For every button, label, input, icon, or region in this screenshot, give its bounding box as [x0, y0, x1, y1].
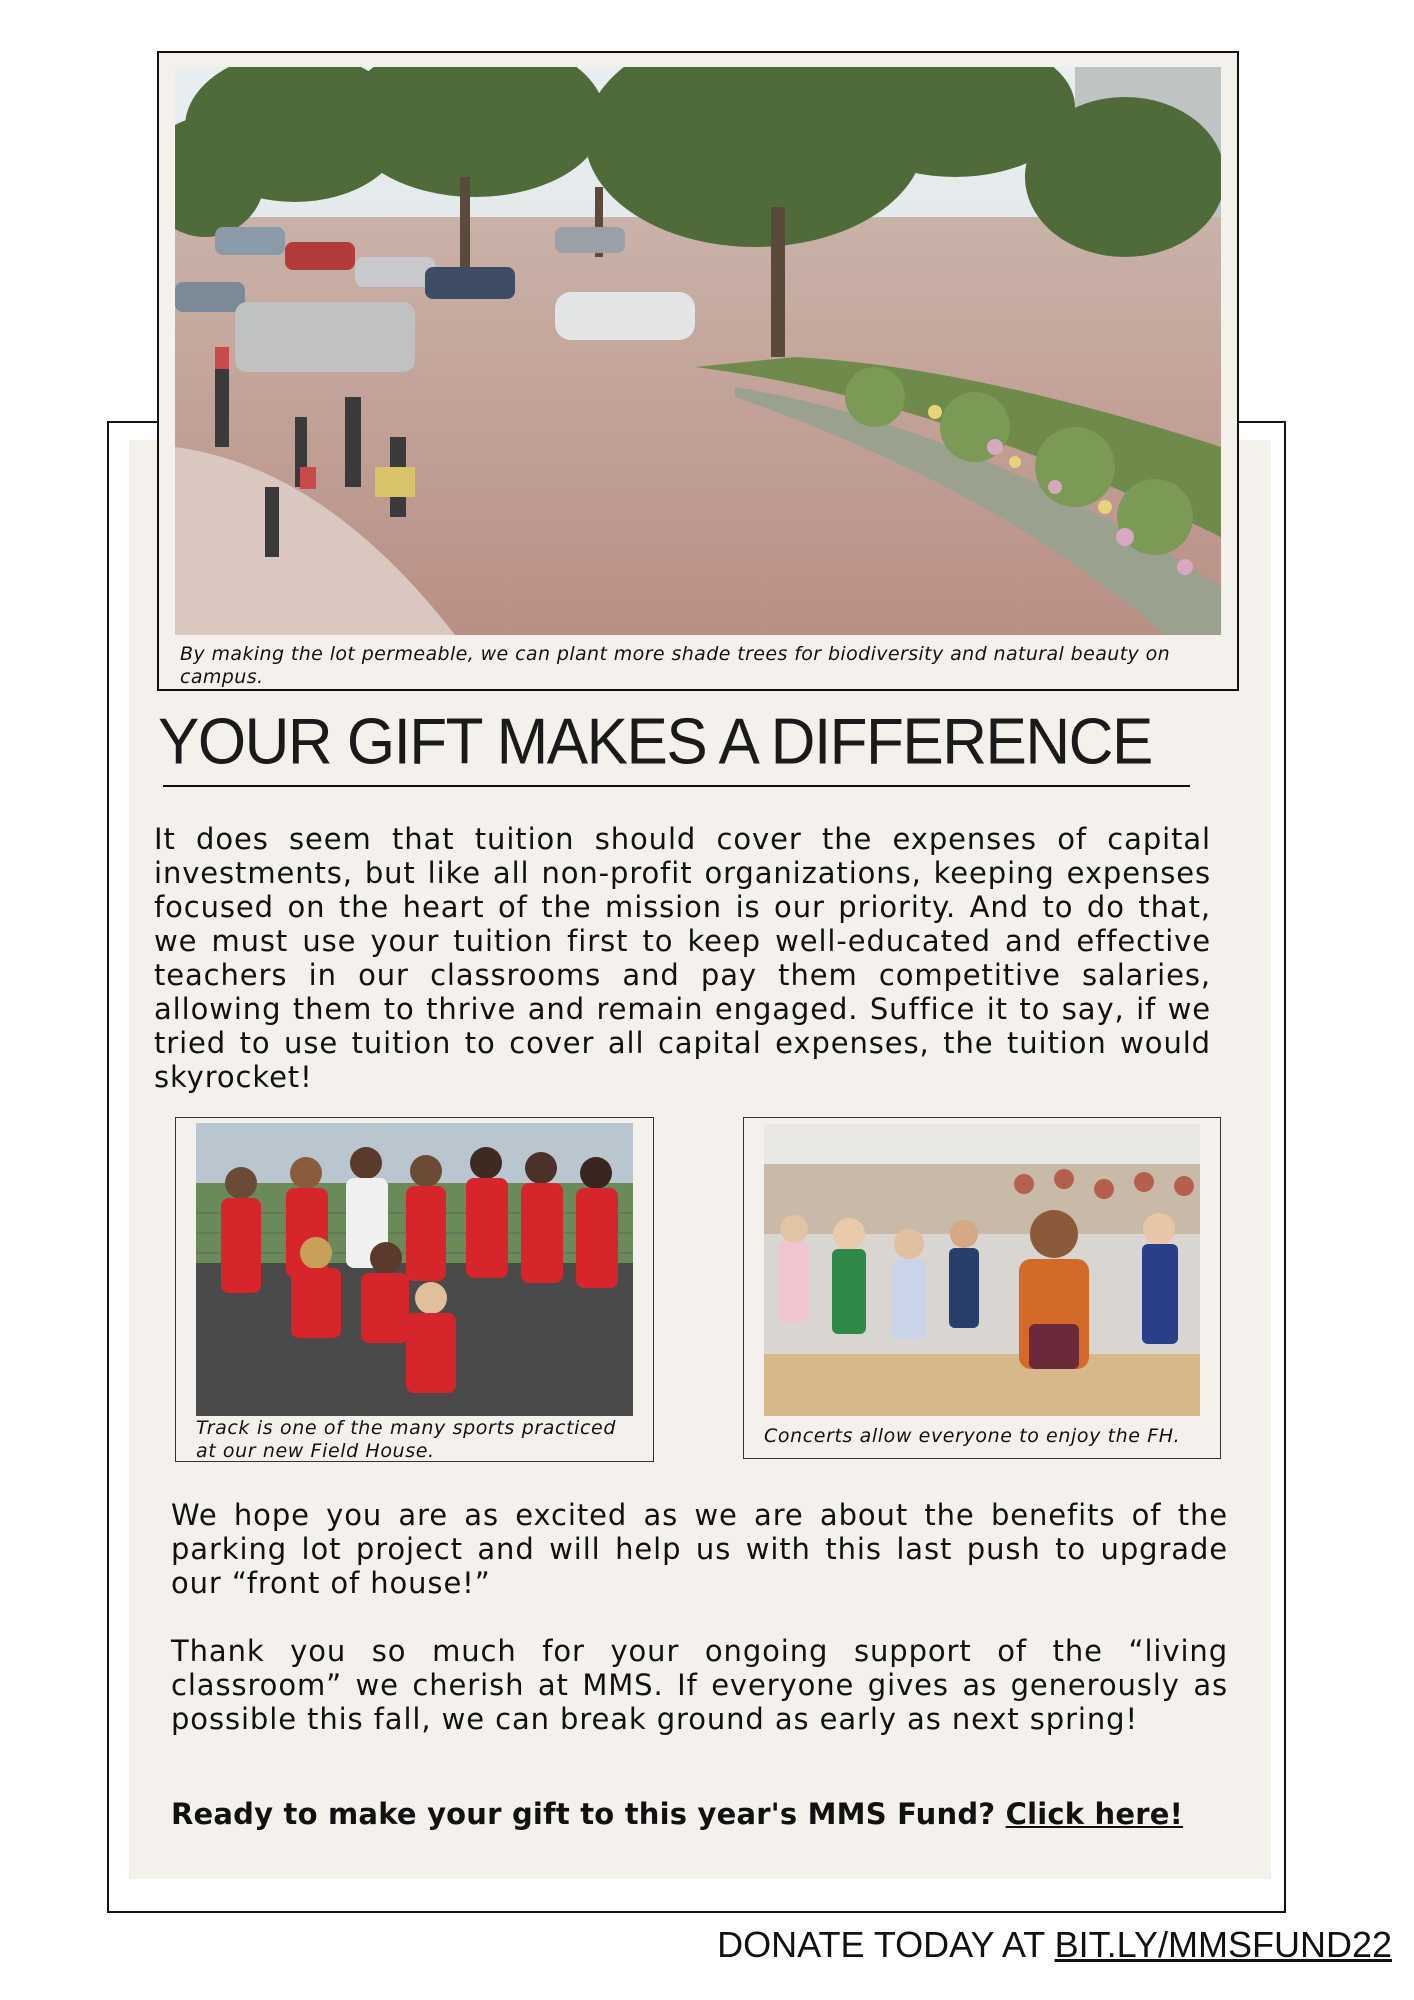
track-photo-caption: Track is one of the many sports practiced at our new Field House.	[196, 1417, 616, 1462]
intro-paragraph: It does seem that tuition should cover the expenses of capital investments, but like all non-profit organizations, keeping expenses focused on the heart of the mission is our priority. And to do that, we must use your tuition first to keep well-educated and effective teachers in our classrooms and pay them competitive salaries, allowing them to thrive and remain engaged. Suffice it to say, if we tried to use tuition to cover all capital expenses, the tuition would skyrocket!	[154, 822, 1211, 1094]
click-here-link[interactable]: Click here!	[1005, 1797, 1184, 1831]
hero-photo-caption: By making the lot permeable, we can plant more shade trees for biodiversity and natural beauty on campus.	[180, 643, 1171, 688]
donate-url-link[interactable]: BIT.LY/MMSFUND22	[1054, 1924, 1392, 1965]
donate-footer	[717, 1925, 1392, 1965]
track-photo-card	[175, 1117, 654, 1462]
thank-you-paragraph: Thank you so much for your ongoing support of the “living classroom” we cherish at MMS. If everyone gives as generously as possible this fall, we can break ground as early as next spring!	[171, 1634, 1228, 1736]
donate-prefix: DONATE TODAY AT	[717, 1924, 1045, 1965]
track-team-photo	[196, 1123, 633, 1416]
page-title: YOUR GIFT MAKES A DIFFERENCE	[158, 706, 1152, 779]
concert-children-photo	[764, 1124, 1200, 1416]
gift-call-to-action	[171, 1797, 1221, 1831]
benefits-paragraph: We hope you are as excited as we are about the benefits of the parking lot project and will help us with this last push to upgrade our “front of house!”	[171, 1498, 1228, 1600]
parking-lot-rendering-photo	[175, 67, 1221, 635]
concert-photo-caption: Concerts allow everyone to enjoy the FH.	[764, 1425, 1181, 1447]
concert-photo-card	[743, 1117, 1221, 1459]
cta-text: Ready to make your gift to this year's MMS Fund?	[171, 1797, 996, 1831]
headline-divider	[163, 785, 1190, 787]
